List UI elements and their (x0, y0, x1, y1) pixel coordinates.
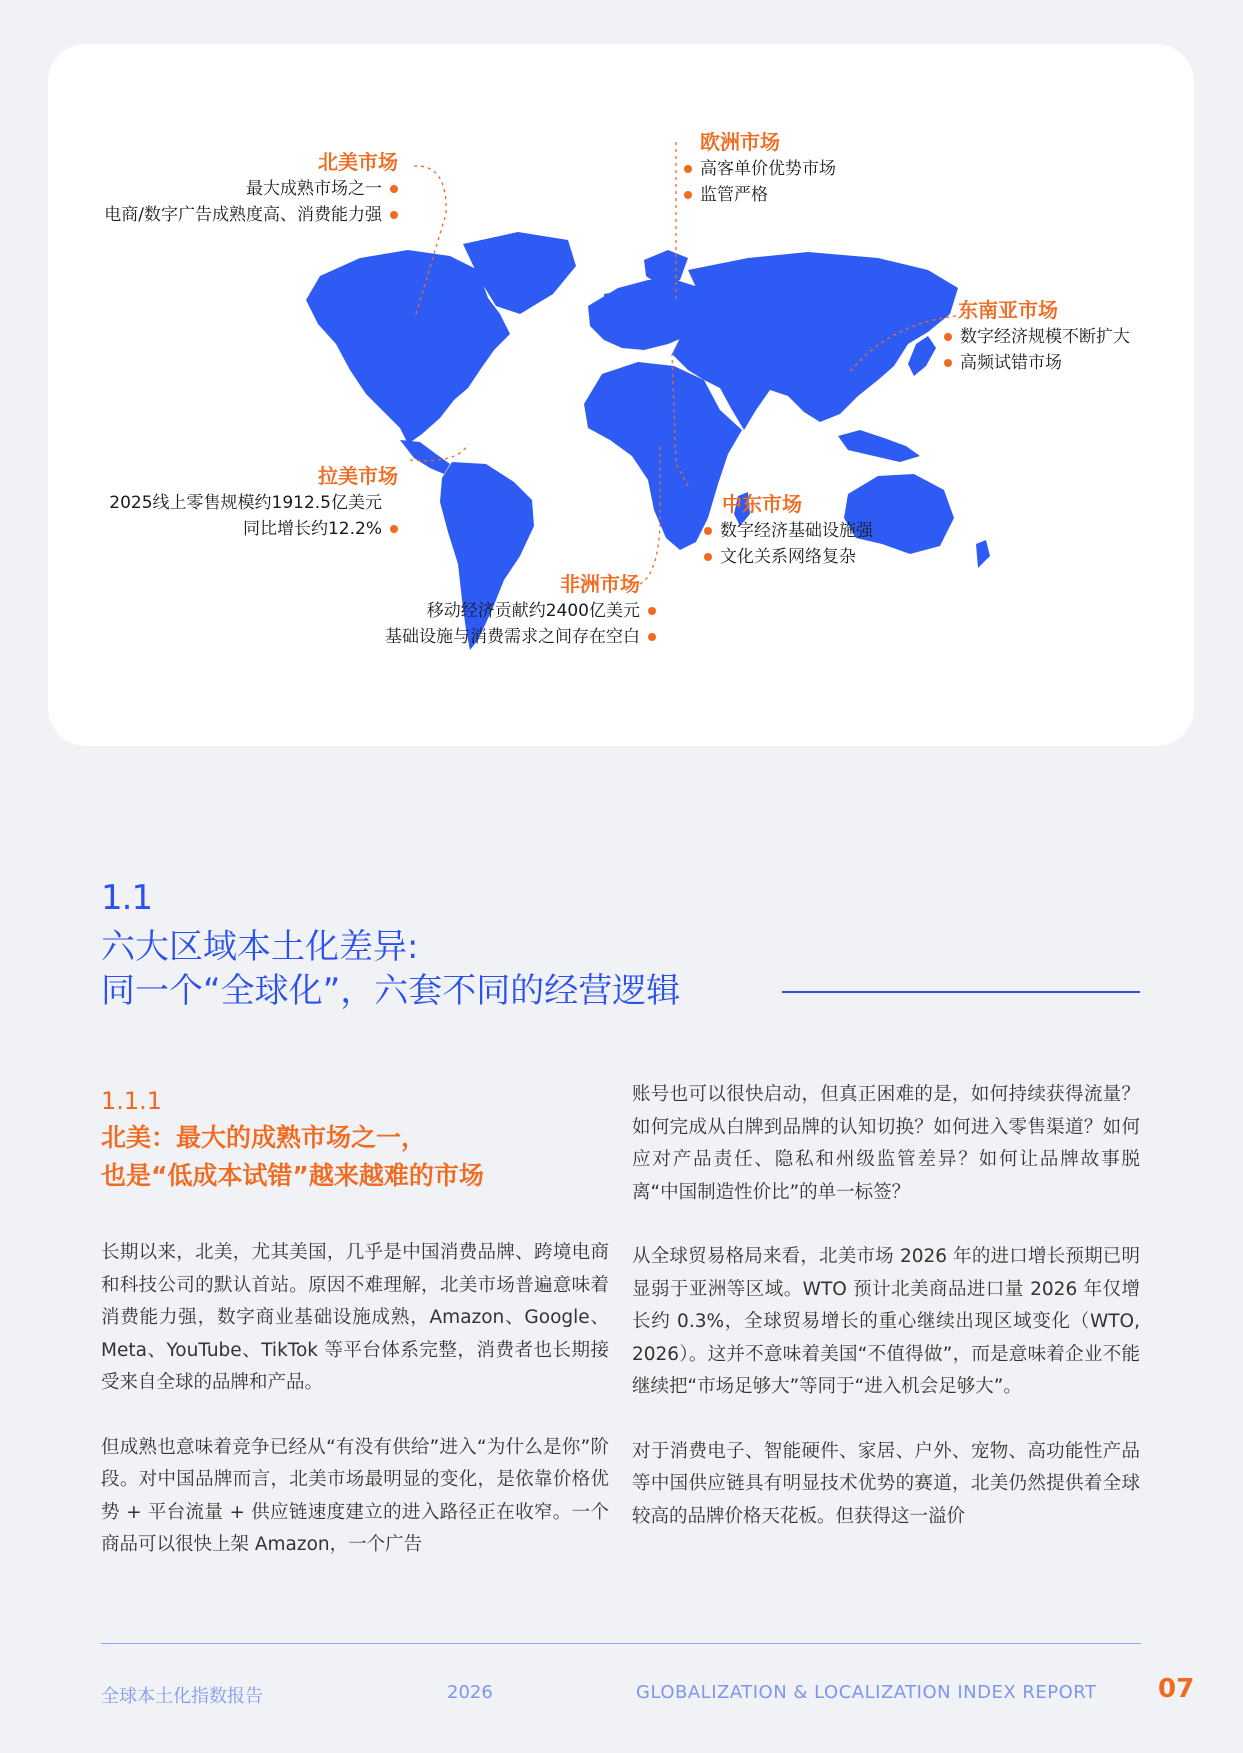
region-item (684, 156, 836, 182)
region-item-text: 移动经济贡献约2400亿美元 (426, 601, 640, 621)
bullet-dot-icon (684, 165, 692, 173)
se-asia-islands-shape (838, 430, 920, 462)
body-paragraph: 对于消费电子、智能硬件、家居、户外、宠物、高功能性产品等中国供应链具有明显技术优势的赛道，北美仍然提供着全球较高的品牌价格天花板。但获得这一溢价 (632, 1440, 1140, 1527)
bullet-dot-icon (648, 633, 656, 641)
region-item-text: 高客单价优势市场 (700, 159, 836, 179)
bullet-dot-icon (704, 527, 712, 535)
subsection-title-line: 北美：最大的成熟市场之一， (101, 1123, 427, 1152)
region-item-text: 数字经济基础设施强 (720, 521, 873, 541)
region-item-text: 同比增长约12.2% (242, 519, 382, 539)
section-title-line: 同一个“全球化”，六套不同的经营逻辑 (101, 971, 681, 1011)
region-item-text: 文化关系网络复杂 (720, 547, 856, 567)
section-number: 1.1 (101, 878, 153, 918)
body-paragraph: 从全球贸易格局来看，北美市场 2026 年的进口增长预期已明显弱于亚洲等区域。WTO 预计北美商品进口量 2026 年仅增长约 0.3%，全球贸易增长的重心继续出现区域变化（WTO, 2026）。这并不意味着美国“不值得做”，而是意味着企业不能继续把“市场足够大”等同于“进入机会足够大”。 (632, 1246, 1140, 1397)
body-paragraph: 长期以来，北美，尤其美国，几乎是中国消费品牌、跨境电商和科技公司的默认首站。原因不难理解，北美市场普遍意味着消费能力强，数字商业基础设施成熟，Amazon、Google、Meta、YouTube、TikTok 等平台体系完整，消费者也长期接受来自全球的品牌和产品。 (101, 1242, 609, 1393)
region-europe (684, 128, 836, 208)
region-title: 非洲市场 (560, 572, 640, 596)
region-item (684, 182, 836, 208)
bullet-dot-icon (684, 191, 692, 199)
bullet-dot-icon (704, 553, 712, 561)
region-middle-east (704, 490, 873, 570)
bullet-dot-icon (944, 359, 952, 367)
footer-report-title: 全球本土化指数报告 (101, 1686, 263, 1707)
region-item (944, 324, 1130, 350)
region-item (385, 624, 656, 650)
north-america-shape (306, 250, 510, 444)
region-latin-america (109, 462, 398, 542)
region-item (104, 202, 398, 228)
body-column-right (632, 1079, 1140, 1565)
footer-divider (101, 1643, 1141, 1644)
region-item (704, 518, 873, 544)
region-item-text: 高频试错市场 (960, 353, 1062, 373)
section-divider (782, 991, 1140, 993)
body-paragraph: 但成熟也意味着竞争已经从“有没有供给”进入“为什么是你”阶段。对中国品牌而言，北美市场最明显的变化，是依靠价格优势 + 平台流量 + 供应链速度建立的进入路径正在收窄。一个商品可以很快上架 Amazon，一个广告 (101, 1436, 609, 1555)
bullet-dot-icon (390, 525, 398, 533)
region-north-america (104, 148, 398, 228)
region-item (385, 598, 656, 624)
region-item (109, 490, 398, 516)
region-title: 拉美市场 (318, 464, 398, 488)
region-item-text: 2025线上零售规模约1912.5亿美元 (109, 493, 382, 513)
region-item (704, 544, 873, 570)
subsection-title-line: 也是“低成本试错”越来越难的市场 (101, 1161, 484, 1190)
bullet-dot-icon (944, 333, 952, 341)
region-item-text: 电商/数字广告成熟度高、消费能力强 (104, 205, 382, 225)
bullet-dot-icon (390, 185, 398, 193)
body-column-left (101, 1237, 609, 1594)
region-title: 欧洲市场 (700, 130, 780, 154)
central-america-shape (400, 440, 450, 474)
region-item-text: 最大成熟市场之一 (246, 179, 382, 199)
region-southeast-asia (944, 296, 1130, 376)
region-item (944, 350, 1130, 376)
region-item-text: 监管严格 (700, 185, 768, 205)
region-title: 北美市场 (318, 150, 398, 174)
region-item (104, 176, 398, 202)
new-zealand-shape (976, 540, 990, 568)
footer-english-title: GLOBALIZATION & LOCALIZATION INDEX REPORT (636, 1682, 1097, 1703)
page-number: 07 (1158, 1674, 1195, 1704)
section-title (101, 925, 680, 1013)
region-title: 东南亚市场 (958, 298, 1058, 322)
subsection-number: 1.1.1 (101, 1087, 163, 1115)
region-item-text: 数字经济规模不断扩大 (960, 327, 1130, 347)
region-africa (385, 570, 656, 650)
world-map-card (48, 44, 1194, 746)
body-paragraph: 账号也可以很快启动，但真正困难的是，如何持续获得流量？如何完成从白牌到品牌的认知切换？如何进入零售渠道？如何应对产品责任、隐私和州级监管差异？如何让品牌故事脱离“中国制造性价比”的单一标签？ (632, 1084, 1140, 1203)
subsection-title (101, 1119, 484, 1195)
footer-year: 2026 (447, 1682, 493, 1703)
japan-shape (908, 336, 936, 376)
uk-shape (604, 292, 618, 316)
region-title: 中东市场 (722, 492, 802, 516)
region-item (109, 516, 398, 542)
bullet-dot-icon (648, 607, 656, 615)
section-title-line: 六大区域本土化差异: (101, 927, 419, 967)
bullet-dot-icon (390, 211, 398, 219)
region-item-text: 基础设施与消费需求之间存在空白 (385, 627, 640, 647)
